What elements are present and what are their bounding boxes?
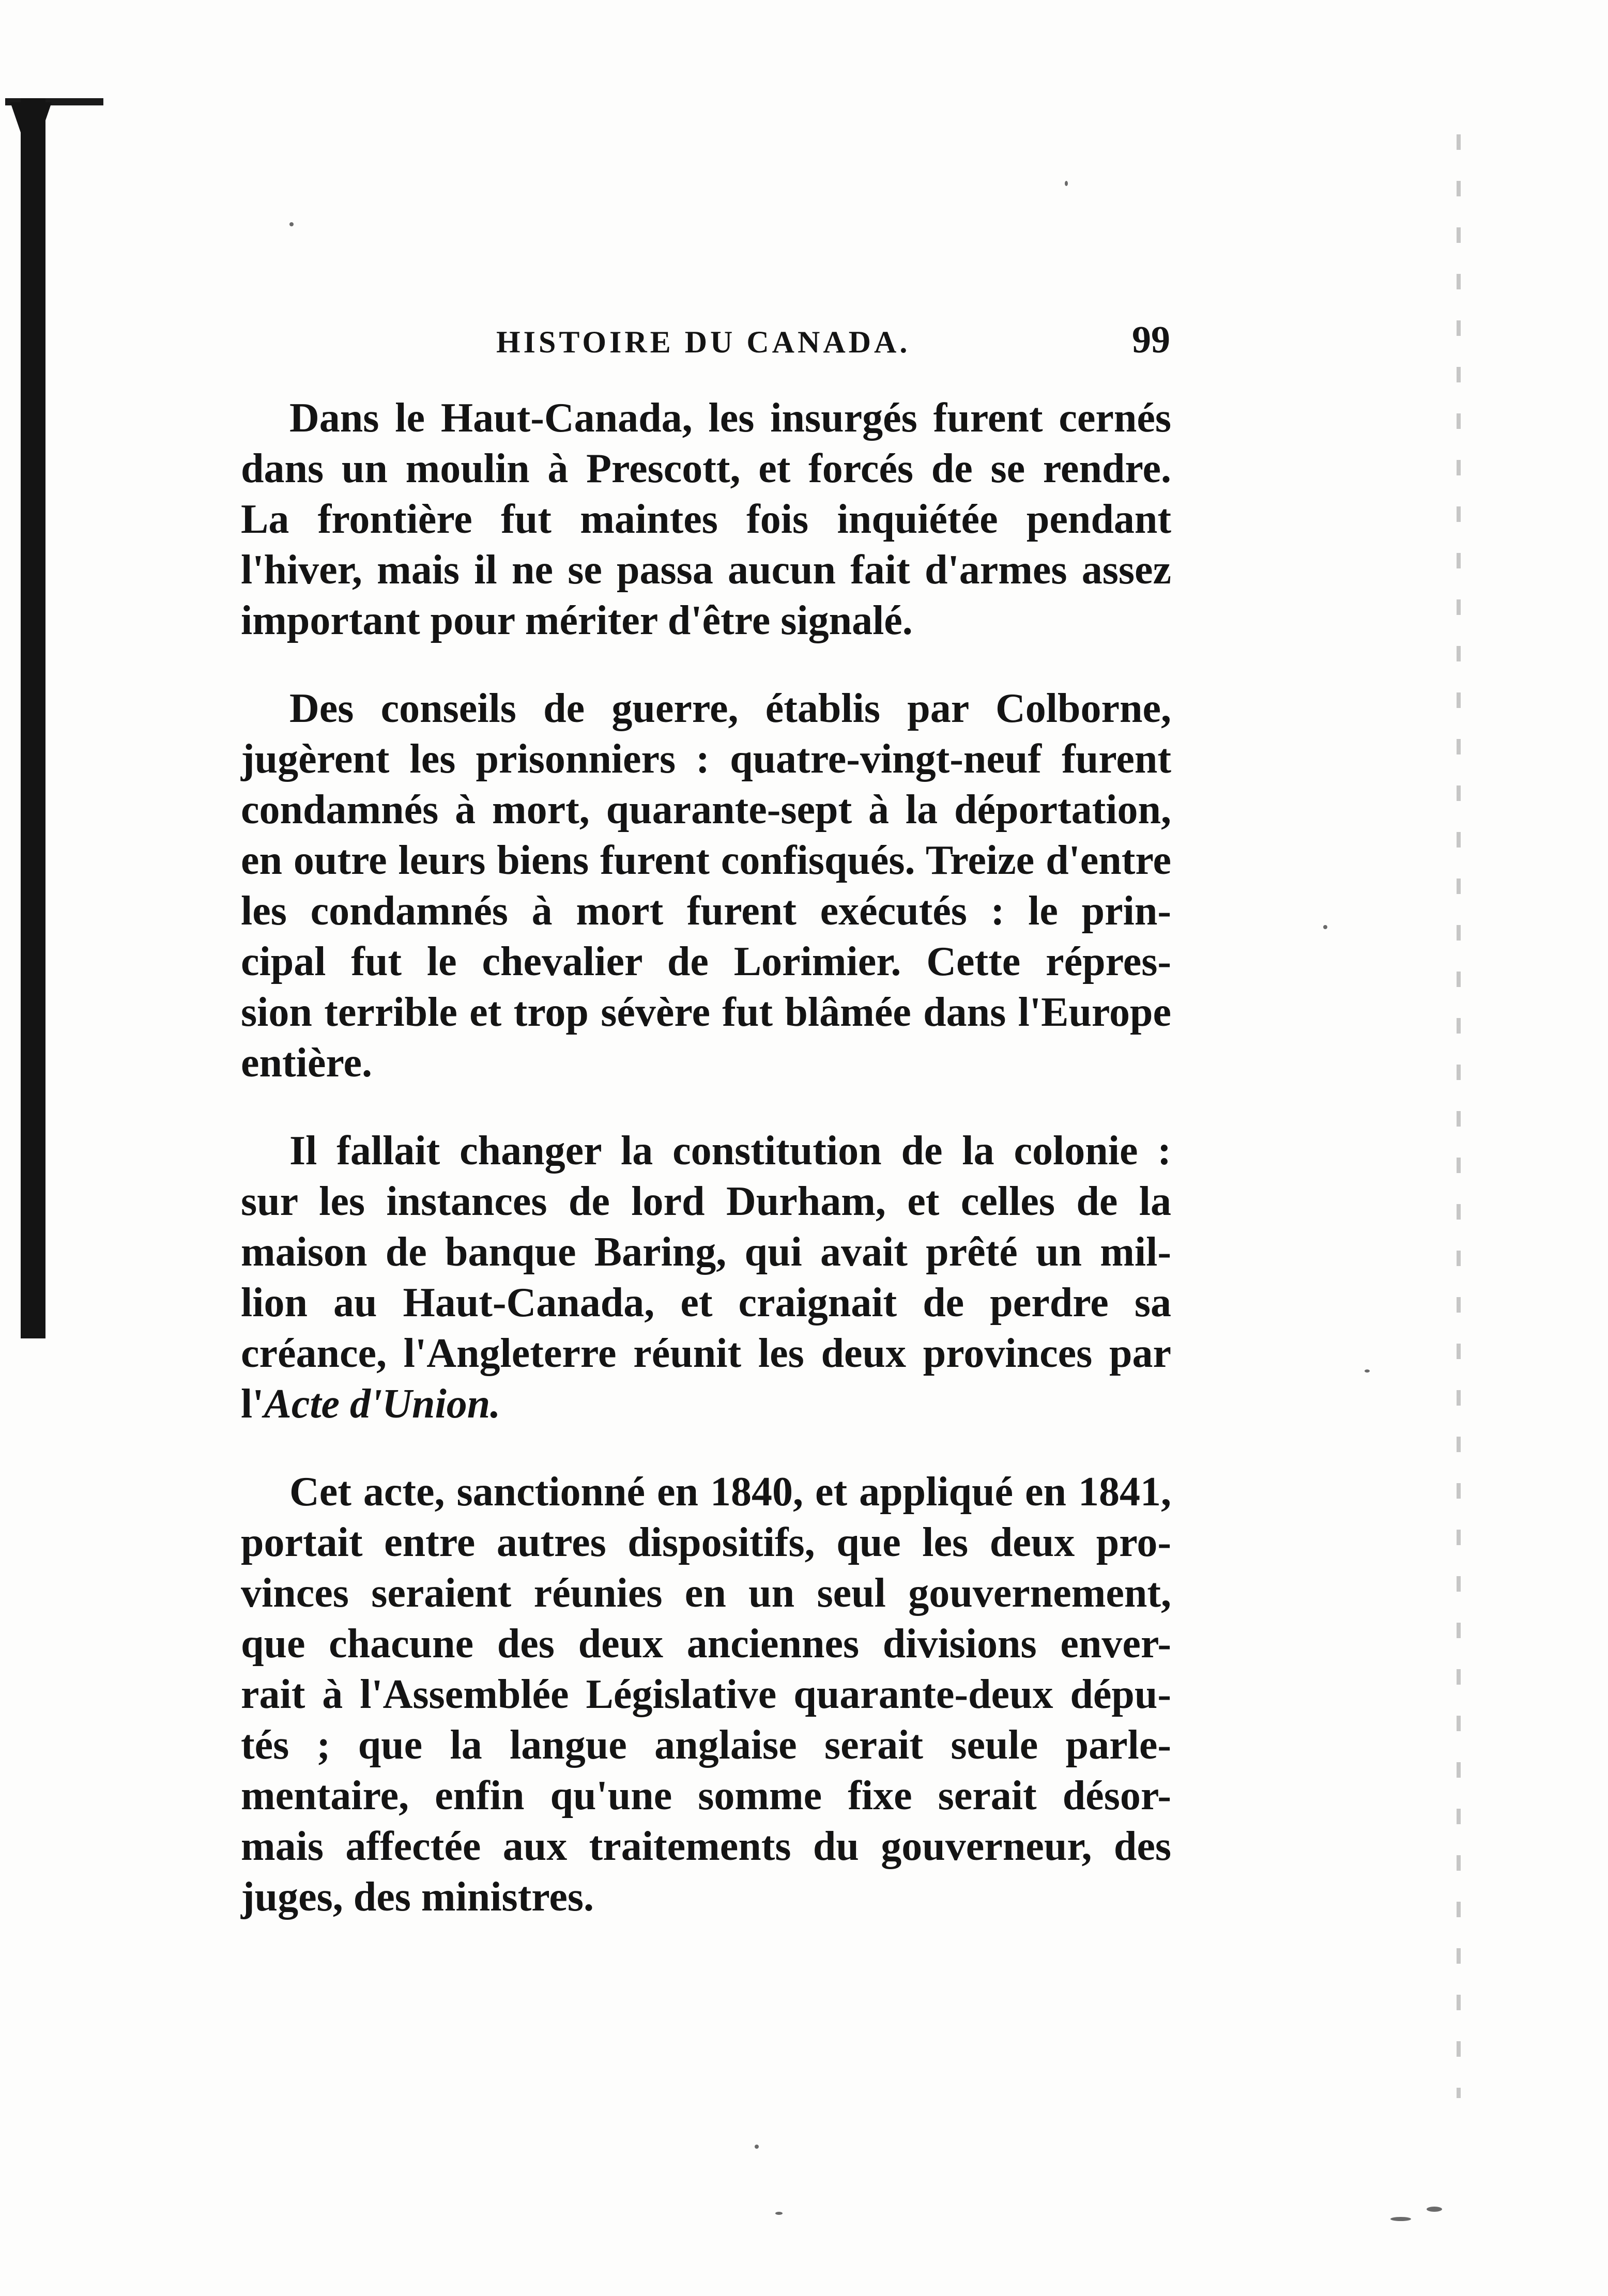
text-line: mentaire, enfin qu'une somme fixe serait désor- <box>241 1773 1171 1819</box>
page-number: 99 <box>1132 319 1170 361</box>
text-line: tés ; que la langue anglaise serait seule parle- <box>241 1722 1171 1768</box>
text-line: La frontière fut maintes fois inquiétée pendant <box>241 497 1171 542</box>
paragraph-1 <box>241 393 1171 646</box>
scan-speck <box>289 222 294 226</box>
text-line: juges, des ministres. <box>241 1874 594 1920</box>
text-line: Des conseils de guerre, établis par Colborne, <box>289 686 1171 731</box>
text-line: créance, l'Angleterre réunit les deux provinces par <box>241 1331 1171 1376</box>
text-line: maison de banque Baring, qui avait prêté un mil- <box>241 1229 1171 1275</box>
text-line: les condamnés à mort furent exécutés : le prin- <box>241 888 1171 934</box>
body-text <box>241 393 1171 1960</box>
text-line: portait entre autres dispositifs, que les deux pro- <box>241 1520 1171 1565</box>
text-line: jugèrent les prisonniers : quatre-vingt-neuf furent <box>241 736 1171 782</box>
text-line: rait à l'Assemblée Législative quarante-deux dépu- <box>241 1672 1171 1717</box>
text-line: Dans le Haut-Canada, les insurgés furent cernés <box>289 395 1171 441</box>
running-head-title: HISTOIRE DU CANADA. <box>496 325 911 359</box>
page-edge-right <box>1457 134 1461 2098</box>
paragraph-2 <box>241 683 1171 1088</box>
text-line: Il fallait changer la constitution de la colonie : <box>289 1128 1171 1174</box>
text-line: l'hiver, mais il ne se passa aucun fait d'armes assez <box>241 547 1171 593</box>
scan-speck <box>1365 1369 1370 1373</box>
scan-speck <box>775 2212 783 2215</box>
text-line: sur les instances de lord Durham, et celles de la <box>241 1179 1171 1224</box>
text-line: Cet acte, sanctionné en 1840, et appliqué en 1841, <box>289 1469 1171 1515</box>
text-line: que chacune des deux anciennes divisions enver- <box>241 1621 1171 1667</box>
text-line: lion au Haut-Canada, et craignait de perdre sa <box>241 1280 1171 1326</box>
scan-speck <box>755 2145 759 2149</box>
text-line: condamnés à mort, quarante-sept à la déportation, <box>241 787 1171 833</box>
scan-speck <box>1065 181 1068 186</box>
paragraph-4 <box>241 1467 1171 1922</box>
text-line <box>241 1379 1171 1429</box>
paragraph-3 <box>241 1126 1171 1429</box>
text-line: dans un moulin à Prescott, et forcés de se rendre. <box>241 446 1171 491</box>
text-line: mais affectée aux traitements du gouverneur, des <box>241 1824 1171 1869</box>
scan-speck <box>1427 2207 1442 2212</box>
italic-title: Acte d'Union. <box>264 1381 501 1427</box>
text-fragment: l' <box>241 1381 264 1427</box>
text-line: sion terrible et trop sévère fut blâmée dans l'Europe <box>241 990 1171 1035</box>
text-line: vinces seraient réunies en un seul gouvernement, <box>241 1570 1171 1616</box>
binding-edge <box>21 98 45 1338</box>
text-line: cipal fut le chevalier de Lorimier. Cette répres- <box>241 939 1171 984</box>
text-line: important pour mériter d'être signalé. <box>241 598 913 643</box>
text-line: entière. <box>241 1040 372 1086</box>
text-line: en outre leurs biens furent confisqués. Treize d'entre <box>241 838 1171 883</box>
scan-speck <box>1390 2217 1411 2221</box>
scan-speck <box>1323 925 1327 929</box>
